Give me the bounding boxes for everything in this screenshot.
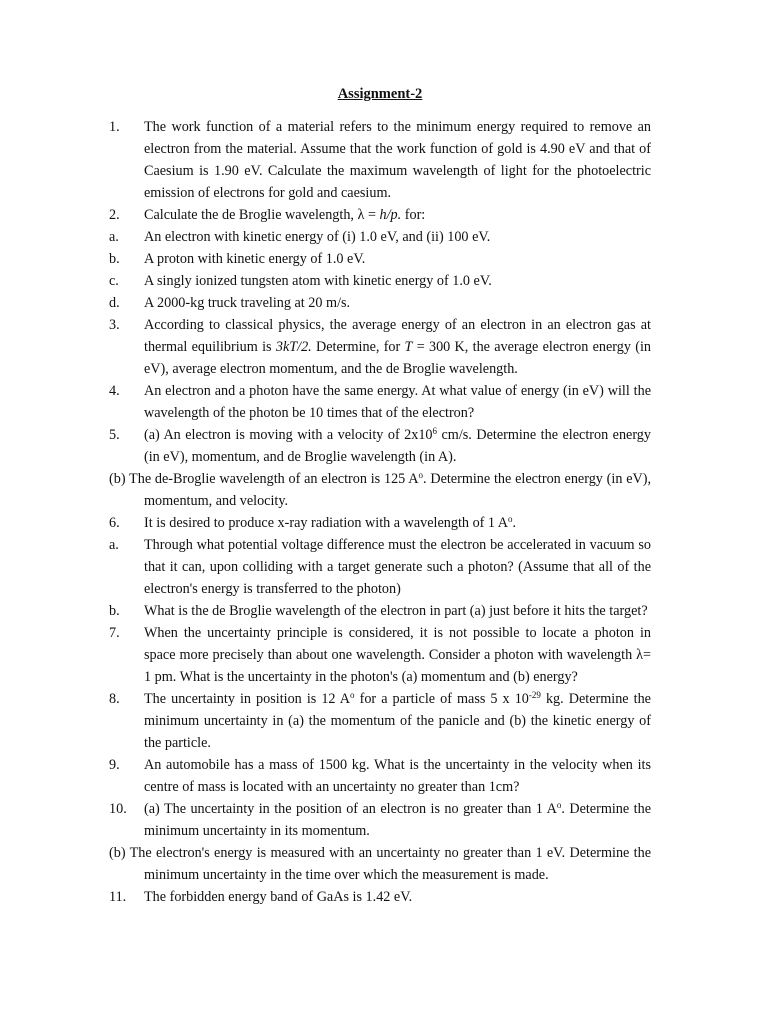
item-number: 10.: [109, 801, 127, 817]
item-text: It is desired to produce x-ray radiation with a wavelength of 1 $A^o$.: [144, 514, 517, 531]
question-4: [109, 380, 651, 424]
item-text: When the uncertainty principle is considered, it is not possible to locate a photon in space more precisely than about one wavelength. Consider a photon with wavelength λ= 1 pm. What is the uncertainty in the photon's (a) momentum and (b) energy?: [144, 625, 651, 685]
item-number: a.: [109, 537, 119, 553]
item-number: 11.: [109, 889, 127, 905]
question-2b: [109, 248, 651, 270]
question-5a: [109, 424, 651, 468]
question-10b: (b) The electron's energy is measured with an uncertainty no greater than 1 eV. Determine the minimum uncertainty in the time over which the measurement is made.: [109, 845, 651, 883]
item-text: The forbidden energy band of GaAs is 1.42 eV.: [144, 889, 413, 905]
item-text: (a) An electron is moving with a velocity of $2x10^6$ cm/s. Determine the electron energy (in eV), momentum, and de Broglie wavelength (in A).: [144, 426, 651, 465]
item-text: A singly ionized tungsten atom with kinetic energy of 1.0 eV.: [144, 273, 492, 289]
question-2c: [109, 270, 651, 292]
page-title: Assignment-2: [337, 86, 423, 102]
item-number: 4.: [109, 383, 120, 399]
item-number: c.: [109, 273, 119, 289]
question-3: [109, 314, 651, 380]
question-5b: (b) The de-Broglie wavelength of an electron is 125 $A^o$. Determine the electron energy (in eV), momentum, and velocity.: [109, 470, 652, 509]
item-number: 8.: [109, 691, 120, 707]
question-10a: [109, 798, 651, 842]
item-number: b.: [109, 251, 120, 267]
item-text: Calculate the de Broglie wavelength, λ = h/p. for:: [144, 207, 426, 223]
item-number: b.: [109, 603, 120, 619]
item-number: 9.: [109, 757, 120, 773]
item-text: An electron and a photon have the same energy. At what value of energy (in eV) will the wavelength of the photon be 10 times that of the electron?: [144, 383, 651, 421]
item-number: a.: [109, 229, 119, 245]
question-7: [109, 622, 651, 688]
item-text: (a) The uncertainty in the position of an electron is no greater than 1 $A^o$. Determine the minimum uncertainty in its momentum.: [144, 800, 651, 839]
question-11: [109, 886, 651, 908]
item-text: An automobile has a mass of 1500 kg. What is the uncertainty in the velocity when its centre of mass is located with an uncertainty no greater than 1cm?: [144, 757, 651, 795]
item-text: The work function of a material refers to the minimum energy required to remove an electron from the material. Assume that the work function of gold is 4.90 eV and that of Caesium is 1.90 eV. Calculate the maximum wavelength of light for the photoelectric emission of electrons for gold and caesium.: [144, 119, 651, 201]
item-number: 6.: [109, 515, 120, 531]
question-6b: [109, 600, 651, 622]
question-6a: [109, 534, 651, 600]
item-text: According to classical physics, the average energy of an electron in an electron gas at thermal equilibrium is 3kT/2. Determine, for T = 300 K, the average electron energy (in eV), average electron momentum, and the de Broglie wavelength.: [144, 317, 651, 377]
question-8: [109, 688, 651, 754]
item-number: 1.: [109, 119, 120, 135]
item-text: An electron with kinetic energy of (i) 1.0 eV, and (ii) 100 eV.: [144, 229, 491, 245]
question-9: [109, 754, 651, 798]
item-text: Through what potential voltage difference must the electron be accelerated in vacuum so that it can, upon colliding with a target generate such a photon? (Assume that all of the electron's energy is transferred to the photon): [144, 537, 651, 597]
question-6: [109, 512, 651, 534]
question-2: [109, 204, 651, 226]
item-number: 7.: [109, 625, 120, 641]
item-text: What is the de Broglie wavelength of the electron in part (a) just before it hits the target?: [144, 603, 648, 619]
item-number: 5.: [109, 427, 120, 443]
item-number: d.: [109, 295, 120, 311]
question-list: [109, 116, 651, 908]
item-number: 3.: [109, 317, 120, 333]
question-2a: [109, 226, 651, 248]
item-text: The uncertainty in position is 12 $A^o$ for a particle of mass 5 x $10^{-29}$ kg. Determine the minimum uncertainty in (a) the momentum of the panicle and (b) the kinetic energy of the particle.: [144, 690, 651, 751]
question-1: [109, 116, 651, 204]
item-text: A 2000-kg truck traveling at 20 m/s.: [144, 295, 351, 311]
item-number: 2.: [109, 207, 120, 223]
item-text: A proton with kinetic energy of 1.0 eV.: [144, 251, 366, 267]
question-2d: [109, 292, 651, 314]
